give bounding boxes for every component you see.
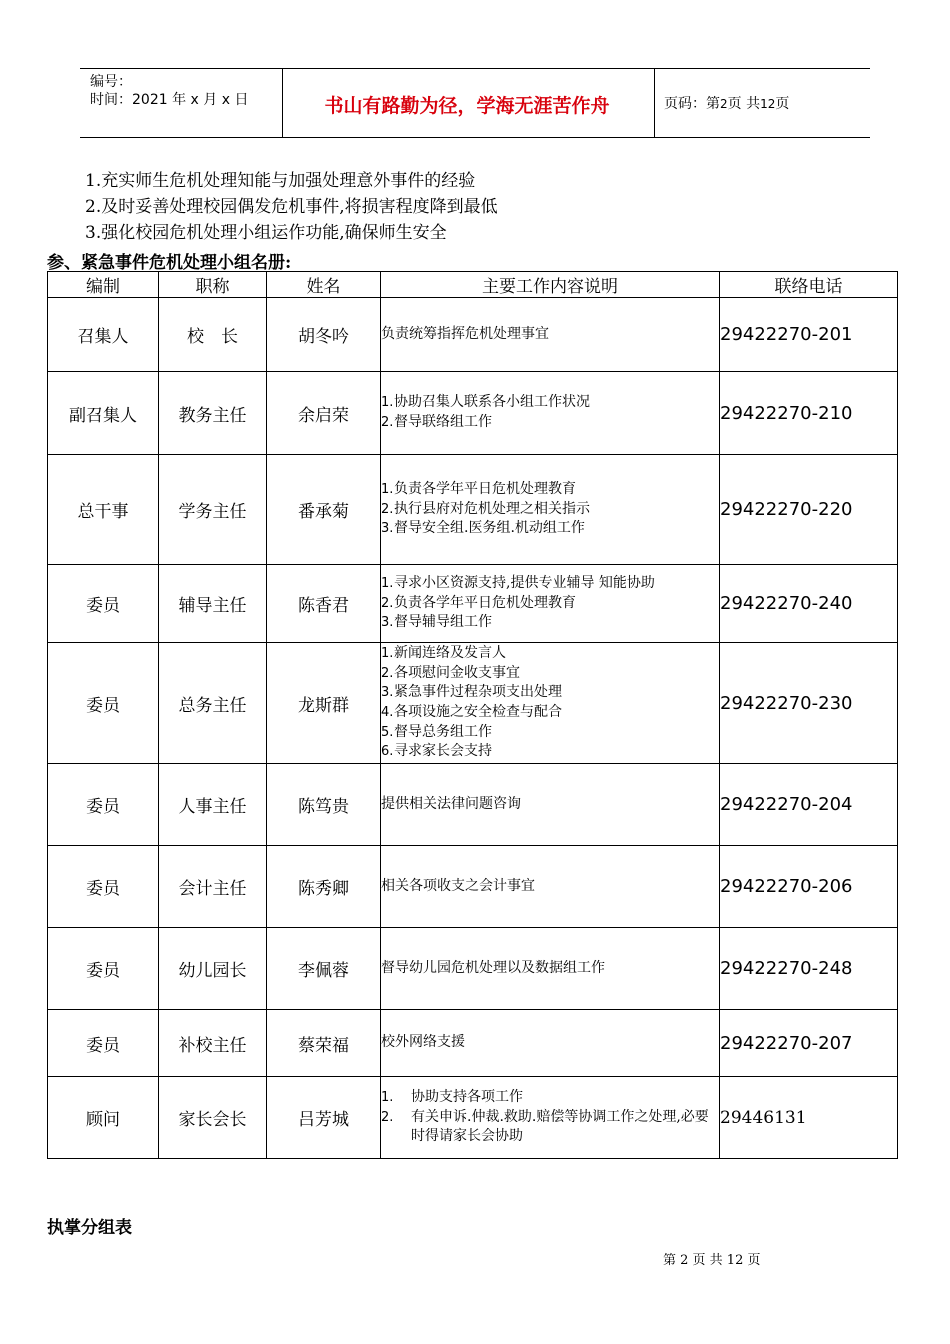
column-header: 联络电话 (720, 272, 898, 298)
cell-duties (381, 298, 720, 372)
duty-text: 校外网络支援 (381, 1034, 465, 1051)
document-number-label: 编号： (90, 74, 132, 90)
duty-item (381, 393, 719, 413)
column-header: 姓名 (267, 272, 381, 298)
cell-role: 委员 (48, 1010, 159, 1077)
duty-text: 督导联络组工作 (394, 414, 492, 430)
cell-role: 召集人 (48, 298, 159, 372)
table-header-row (48, 272, 898, 298)
duty-item (381, 703, 719, 723)
duty-item (381, 413, 719, 433)
cell-role: 委员 (48, 643, 159, 764)
duty-number: 4. (381, 705, 394, 720)
duty-item (381, 574, 719, 594)
duty-text: 寻求家长会支持 (394, 743, 492, 760)
duty-item (381, 1088, 719, 1108)
duty-text: 督导幼儿园危机处理以及数据组工作 (381, 959, 605, 976)
cell-role: 总干事 (48, 455, 159, 565)
duty-item (381, 795, 719, 815)
duty-text: 负责各学年平日危机处理教育 (394, 594, 576, 611)
duty-item (381, 664, 719, 684)
duty-list (381, 574, 719, 633)
table-row (48, 298, 898, 372)
cell-duties (381, 1077, 720, 1159)
table-row (48, 764, 898, 846)
cell-role: 委员 (48, 565, 159, 643)
duty-list (381, 959, 719, 979)
cell-phone: 29446131 (720, 1077, 898, 1159)
goal-item: 2.及时妥善处理校园偶发危机事件,将损害程度降到最低 (85, 197, 498, 217)
cell-phone: 29422270-206 (720, 846, 898, 928)
crisis-team-table (47, 271, 898, 1159)
duty-number: 2. (381, 415, 394, 430)
duty-number: 1. (381, 576, 394, 592)
duty-number: 3. (381, 685, 394, 701)
duty-item (381, 1108, 719, 1147)
duty-number: 1. (381, 395, 394, 411)
table-row (48, 372, 898, 455)
duty-text: 提供相关法律问题咨询 (381, 795, 521, 812)
cell-title: 幼儿园长 (159, 928, 267, 1010)
cell-duties (381, 928, 720, 1010)
cell-name: 余启荣 (267, 372, 381, 455)
section-title: 参、紧急事件危机处理小组名册: (47, 253, 292, 273)
cell-title: 补校主任 (159, 1010, 267, 1077)
duty-number: 3. (381, 615, 394, 631)
cell-role: 顾问 (48, 1077, 159, 1159)
cell-phone: 29422270-230 (720, 643, 898, 764)
header-divider (654, 69, 655, 137)
cell-title: 人事主任 (159, 764, 267, 846)
duty-text: 有关申诉.仲裁.救助.赔偿等协调工作之处理,必要时得请家长会协助 (411, 1108, 709, 1145)
duty-number: 1. (381, 1090, 394, 1106)
document-date: 时间：2021 年 x 月 x 日 (90, 92, 249, 108)
table-row (48, 1010, 898, 1077)
duty-list (381, 795, 719, 815)
goal-item: 3.强化校园危机处理小组运作功能,确保师生安全 (85, 223, 447, 243)
exec-group-title: 执掌分组表 (47, 1218, 132, 1238)
duty-number: 5. (381, 724, 394, 740)
table-row (48, 1077, 898, 1159)
duty-item (381, 500, 719, 520)
cell-duties (381, 846, 720, 928)
duty-text: 负责统筹指挥危机处理事宜 (381, 325, 549, 342)
duty-item (381, 480, 719, 500)
cell-title: 辅导主任 (159, 565, 267, 643)
duty-number: 3. (381, 521, 394, 537)
cell-phone: 29422270-220 (720, 455, 898, 565)
duty-text: 寻求小区资源支持,提供专业辅导 知能协助 (394, 575, 655, 592)
duty-text: 负责各学年平日危机处理教育 (394, 481, 576, 498)
cell-role: 委员 (48, 928, 159, 1010)
duty-item (381, 325, 719, 345)
duty-item (381, 1033, 719, 1053)
header-page-indicator: 页码：第2页 共12页 (664, 96, 790, 112)
duty-text: 协助召集人联系各小组工作状况 (394, 394, 590, 411)
duty-text: 督导总务组工作 (394, 723, 492, 740)
table-row (48, 928, 898, 1010)
cell-name: 番承菊 (267, 455, 381, 565)
duty-list (381, 393, 719, 432)
cell-role: 委员 (48, 764, 159, 846)
duty-text: 相关各项收支之会计事宜 (381, 877, 535, 894)
duty-item (381, 683, 719, 703)
table-row (48, 643, 898, 764)
page-footer: 第 2 页 共 12 页 (663, 1253, 761, 1268)
cell-duties (381, 1010, 720, 1077)
duty-item (381, 723, 719, 743)
duty-item (381, 644, 719, 664)
duty-number: 1. (381, 482, 394, 498)
duty-text: 新闻连络及发言人 (394, 645, 506, 662)
cell-name: 陈香君 (267, 565, 381, 643)
page-header (80, 68, 870, 138)
cell-title: 学务主任 (159, 455, 267, 565)
duty-item (381, 613, 719, 633)
duty-number: 6. (381, 744, 394, 760)
cell-phone: 29422270-240 (720, 565, 898, 643)
table-row (48, 455, 898, 565)
cell-name: 龙斯群 (267, 643, 381, 764)
cell-phone: 29422270-204 (720, 764, 898, 846)
cell-duties (381, 764, 720, 846)
header-motto: 书山有路勤为径，学海无涯苦作舟 (324, 95, 610, 117)
duty-item (381, 519, 719, 539)
cell-name: 胡冬吟 (267, 298, 381, 372)
duty-text: 督导辅导组工作 (394, 614, 492, 631)
duty-text: 协助支持各项工作 (411, 1089, 523, 1106)
duty-text: 督导安全组.医务组.机动组工作 (394, 520, 585, 537)
cell-phone: 29422270-248 (720, 928, 898, 1010)
duty-list (381, 877, 719, 897)
table-row (48, 846, 898, 928)
duty-list (381, 325, 719, 345)
duty-number: 2. (381, 501, 394, 517)
cell-name: 吕芳城 (267, 1077, 381, 1159)
duty-item (381, 742, 719, 762)
duty-text: 执行县府对危机处理之相关指示 (394, 500, 590, 517)
duty-number: 2. (381, 665, 394, 681)
duty-number: 2. (381, 1109, 394, 1125)
column-header: 编制 (48, 272, 159, 298)
cell-duties (381, 455, 720, 565)
cell-duties (381, 643, 720, 764)
cell-title: 家长会长 (159, 1077, 267, 1159)
cell-title: 校 长 (159, 298, 267, 372)
cell-role: 委员 (48, 846, 159, 928)
duty-list (381, 1088, 719, 1147)
cell-phone: 29422270-201 (720, 298, 898, 372)
column-header: 职称 (159, 272, 267, 298)
cell-name: 蔡荣福 (267, 1010, 381, 1077)
duty-item (381, 959, 719, 979)
cell-title: 总务主任 (159, 643, 267, 764)
cell-duties (381, 372, 720, 455)
table-row (48, 565, 898, 643)
goal-item: 1.充实师生危机处理知能与加强处理意外事件的经验 (85, 171, 476, 191)
cell-name: 陈笃贵 (267, 764, 381, 846)
duty-item (381, 594, 719, 614)
duty-item (381, 877, 719, 897)
duty-text: 紧急事件过程杂项支出处理 (394, 684, 562, 701)
cell-title: 会计主任 (159, 846, 267, 928)
duty-number: 1. (381, 646, 394, 662)
cell-title: 教务主任 (159, 372, 267, 455)
column-header: 主要工作内容说明 (381, 272, 720, 298)
goals-list (85, 168, 498, 246)
cell-phone: 29422270-207 (720, 1010, 898, 1077)
duty-list (381, 1033, 719, 1053)
cell-phone: 29422270-210 (720, 372, 898, 455)
duty-number: 2. (381, 595, 394, 611)
duty-list (381, 644, 719, 762)
duty-list (381, 480, 719, 539)
duty-text: 各项慰问金收支事宜 (394, 664, 520, 681)
cell-name: 陈秀卿 (267, 846, 381, 928)
cell-role: 副召集人 (48, 372, 159, 455)
header-info (90, 73, 248, 109)
cell-duties (381, 565, 720, 643)
duty-text: 各项设施之安全检查与配合 (394, 704, 562, 720)
cell-name: 李佩蓉 (267, 928, 381, 1010)
